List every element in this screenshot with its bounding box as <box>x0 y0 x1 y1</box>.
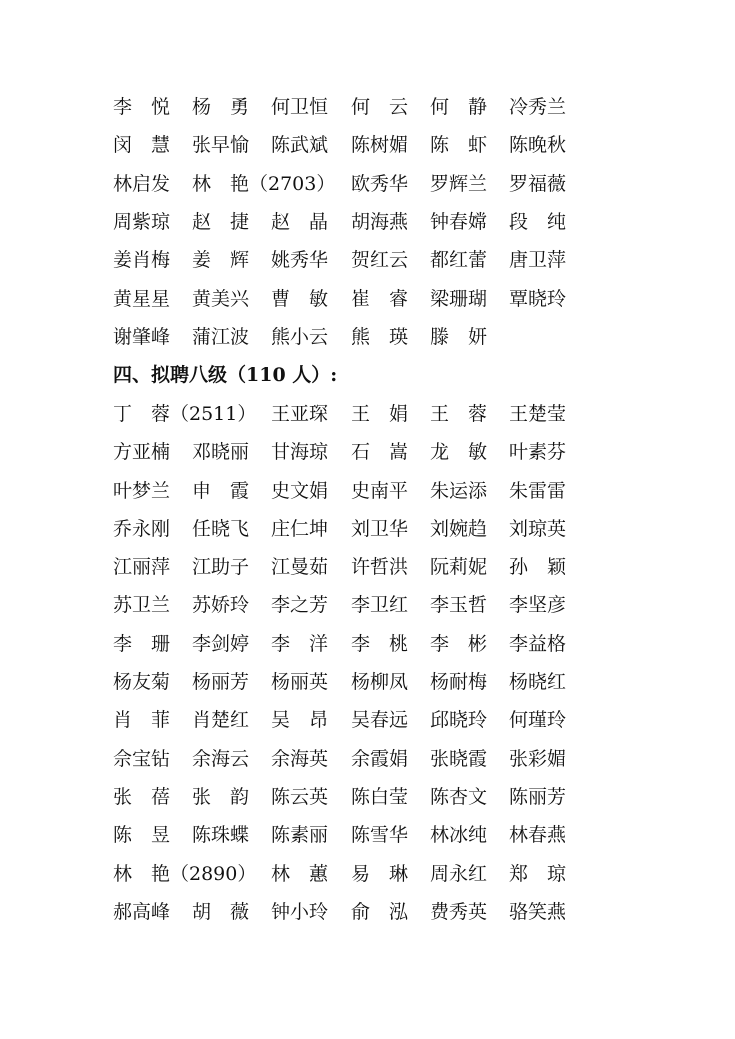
name-row <box>113 820 583 850</box>
name-cell: 张晓霞 <box>430 747 488 770</box>
name-cell: 王楚莹 <box>509 402 567 425</box>
name-cell: 刘卫华 <box>351 517 409 540</box>
name-row <box>113 130 583 160</box>
name-row <box>113 169 583 199</box>
name-cell: 何 静 <box>430 96 488 118</box>
name-cell: 姜 辉 <box>192 249 250 272</box>
name-cell: 何瑾玲 <box>509 709 567 732</box>
name-cell: 谢肇峰 <box>113 325 171 348</box>
name-row <box>113 859 583 889</box>
name-cell: 曹 敏 <box>271 287 329 310</box>
name-cell: 张彩媚 <box>509 747 567 770</box>
name-row <box>113 552 583 582</box>
name-cell: 钟小玲 <box>271 900 329 923</box>
name-row <box>113 667 583 697</box>
name-cell: 熊 瑛 <box>351 325 409 348</box>
name-cell: 赵 晶 <box>271 210 329 233</box>
name-cell: 胡 薇 <box>192 900 250 923</box>
name-cell: 滕 妍 <box>430 325 488 348</box>
name-cell: 杨柳凤 <box>351 671 409 693</box>
name-cell: 陈云英 <box>271 785 329 808</box>
name-cell: 肖 菲 <box>113 709 171 732</box>
name-row <box>113 322 583 352</box>
name-cell: 胡海燕 <box>351 210 409 233</box>
name-cell: 杨耐梅 <box>430 671 488 693</box>
section-heading: 四、拟聘八级（110 人）: <box>113 364 338 387</box>
name-cell: 姜肖梅 <box>113 249 171 272</box>
name-row <box>113 92 583 122</box>
name-cell: 孙 颖 <box>509 556 567 579</box>
name-cell: 林 艳（2703） <box>192 172 336 195</box>
name-cell: 李益格 <box>509 632 567 655</box>
name-cell: 李 洋 <box>271 632 329 655</box>
name-cell: 蒲江波 <box>192 325 250 348</box>
name-cell: 郝高峰 <box>113 900 171 923</box>
name-row <box>113 897 583 927</box>
name-cell: 费秀英 <box>430 900 488 923</box>
name-cell: 唐卫萍 <box>509 249 567 272</box>
name-row <box>113 782 583 812</box>
name-cell: 张 韵 <box>192 785 250 808</box>
name-cell: 李之芳 <box>271 594 329 617</box>
name-cell: 龙 敏 <box>430 441 488 464</box>
name-cell: 朱雷雷 <box>509 479 567 502</box>
name-cell: 林冰纯 <box>430 824 488 847</box>
name-cell: 陈杏文 <box>430 785 488 808</box>
name-cell: 江丽萍 <box>113 556 171 579</box>
name-cell: 冷秀兰 <box>509 96 567 118</box>
name-cell: 姚秀华 <box>271 249 329 272</box>
name-cell: 陈白莹 <box>351 785 409 808</box>
name-cell: 陈丽芳 <box>509 785 567 808</box>
name-cell: 杨丽芳 <box>192 671 250 693</box>
name-cell: 钟春嫦 <box>430 210 488 233</box>
name-row <box>113 437 583 467</box>
name-cell: 许哲洪 <box>351 556 409 579</box>
name-cell: 俞 泓 <box>351 900 409 923</box>
name-cell: 苏娇玲 <box>192 594 250 617</box>
name-cell: 邱晓玲 <box>430 709 488 732</box>
name-cell: 丁 蓉（2511） <box>113 402 257 425</box>
name-cell: 欧秀华 <box>351 172 409 195</box>
name-cell: 林 艳（2890） <box>113 862 257 885</box>
name-row <box>113 399 583 429</box>
name-cell: 朱运添 <box>430 479 488 502</box>
name-cell: 熊小云 <box>271 325 329 348</box>
name-cell: 阮莉妮 <box>430 556 488 579</box>
name-cell: 肖楚红 <box>192 709 250 732</box>
name-cell: 杨 勇 <box>192 96 250 118</box>
name-cell: 陈晚秋 <box>509 134 567 157</box>
name-cell: 乔永刚 <box>113 517 171 540</box>
name-cell: 王 娟 <box>351 402 409 425</box>
name-cell: 刘琼英 <box>509 517 567 540</box>
name-cell: 杨晓红 <box>509 671 567 693</box>
name-cell: 余海英 <box>271 747 329 770</box>
name-cell: 吴 昂 <box>271 709 329 732</box>
name-cell: 李玉哲 <box>430 594 488 617</box>
name-cell: 何 云 <box>351 96 409 118</box>
name-cell: 叶素芬 <box>509 441 567 464</box>
name-cell: 甘海琼 <box>271 441 329 464</box>
name-row <box>113 207 583 237</box>
name-cell: 陈素丽 <box>271 824 329 847</box>
name-row <box>113 590 583 620</box>
name-cell: 史文娟 <box>271 479 329 502</box>
name-cell: 李 悦 <box>113 96 171 118</box>
name-cell: 王 蓉 <box>430 402 488 425</box>
name-cell: 梁珊瑚 <box>430 287 488 310</box>
name-cell: 杨丽英 <box>271 671 329 693</box>
name-cell: 罗福薇 <box>509 172 567 195</box>
name-cell: 申 霞 <box>192 479 250 502</box>
name-cell: 邓晓丽 <box>192 441 250 464</box>
name-cell: 都红蕾 <box>430 249 488 272</box>
name-cell: 周永红 <box>430 862 488 885</box>
name-cell: 贺红云 <box>351 249 409 272</box>
name-cell: 崔 睿 <box>351 287 409 310</box>
name-cell: 黄星星 <box>113 287 171 310</box>
name-cell: 李 桃 <box>351 632 409 655</box>
name-cell: 陈 昱 <box>113 824 171 847</box>
name-cell: 闵 慧 <box>113 134 171 157</box>
name-cell: 黄美兴 <box>192 287 250 310</box>
name-row <box>113 284 583 314</box>
name-cell: 吴春远 <box>351 709 409 732</box>
name-cell: 赵 捷 <box>192 210 250 233</box>
name-row <box>113 705 583 735</box>
name-cell: 佘宝钻 <box>113 747 171 770</box>
name-cell: 郑 琼 <box>509 862 567 885</box>
name-cell: 石 嵩 <box>351 441 409 464</box>
name-row <box>113 629 583 659</box>
name-cell: 李坚彦 <box>509 594 567 617</box>
name-cell: 陈珠蝶 <box>192 824 250 847</box>
name-cell: 林春燕 <box>509 824 567 847</box>
name-row <box>113 514 583 544</box>
name-cell: 刘婉趋 <box>430 517 488 540</box>
name-cell: 张 蓓 <box>113 785 171 808</box>
name-cell: 叶梦兰 <box>113 479 171 502</box>
name-cell: 苏卫兰 <box>113 594 171 617</box>
name-cell: 李卫红 <box>351 594 409 617</box>
name-row <box>113 476 583 506</box>
name-cell: 林启发 <box>113 172 171 195</box>
name-cell: 余海云 <box>192 747 250 770</box>
name-cell: 陈雪华 <box>351 824 409 847</box>
name-cell: 史南平 <box>351 479 409 502</box>
name-cell: 段 纯 <box>509 210 567 233</box>
name-cell: 余霞娟 <box>351 747 409 770</box>
name-cell: 江助子 <box>192 556 250 579</box>
name-row <box>113 744 583 774</box>
name-cell: 方亚楠 <box>113 441 171 464</box>
name-cell: 江曼茹 <box>271 556 329 579</box>
name-cell: 易 琳 <box>351 862 409 885</box>
name-cell: 王亚琛 <box>271 402 329 425</box>
name-cell: 李剑婷 <box>192 632 250 655</box>
name-cell: 李 珊 <box>113 632 171 655</box>
name-cell: 林 蕙 <box>271 862 329 885</box>
name-cell: 张早愉 <box>192 134 250 157</box>
name-cell: 杨友菊 <box>113 671 171 693</box>
name-cell: 陈武斌 <box>271 134 329 157</box>
name-cell: 罗辉兰 <box>430 172 488 195</box>
name-cell: 李 彬 <box>430 632 488 655</box>
name-cell: 庄仁坤 <box>271 517 329 540</box>
name-cell: 陈 虾 <box>430 134 488 157</box>
name-cell: 覃晓玲 <box>509 287 567 310</box>
name-cell: 任晓飞 <box>192 517 250 540</box>
name-row <box>113 245 583 275</box>
name-cell: 周紫琼 <box>113 210 171 233</box>
name-cell: 陈树媚 <box>351 134 409 157</box>
name-cell: 骆笑燕 <box>509 900 567 923</box>
name-cell: 何卫恒 <box>271 96 329 118</box>
